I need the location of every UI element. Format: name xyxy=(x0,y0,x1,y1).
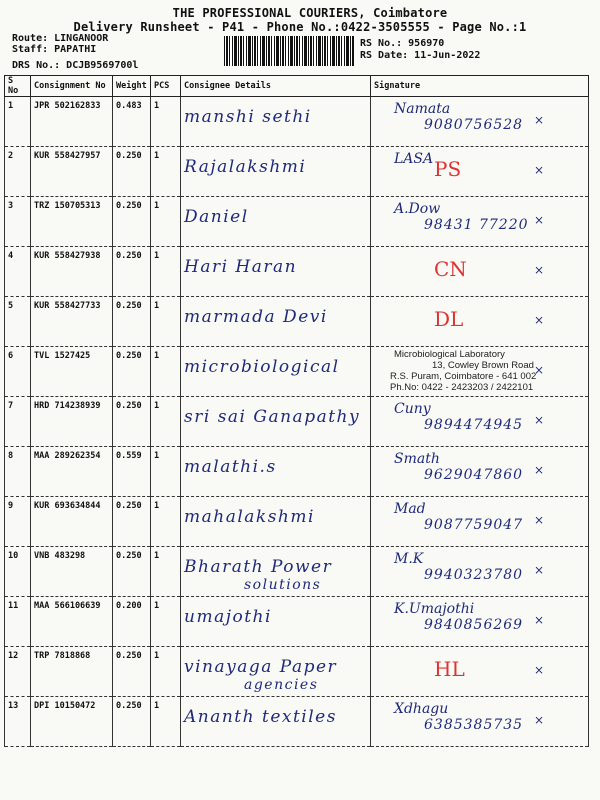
consignee-name: Bharath Power xyxy=(184,557,333,577)
consignment-number: TRP 7818868 xyxy=(31,647,113,697)
column-header: PCS xyxy=(151,76,181,97)
pcs-value: 1 xyxy=(151,197,181,247)
table-row xyxy=(5,247,589,297)
consignee-name: sri sai Ganapathy xyxy=(184,407,361,427)
tick-mark: × xyxy=(534,113,545,127)
signature-cell xyxy=(371,247,589,297)
weight-value: 0.250 xyxy=(113,547,151,597)
signature-scribble: M.K xyxy=(394,551,424,567)
signature-area xyxy=(374,501,585,541)
serial-number: 1 xyxy=(5,97,31,147)
receiver-phone: 9080756528 xyxy=(424,117,524,133)
tick-mark: × xyxy=(534,563,545,577)
receiver-phone: 9840856269 xyxy=(424,617,524,633)
weight-value: 0.250 xyxy=(113,347,151,397)
pcs-value: 1 xyxy=(151,447,181,497)
signature-cell xyxy=(371,647,589,697)
consignee-details xyxy=(181,697,371,747)
staff-label: Staff: PAPATHI xyxy=(12,44,97,55)
signature-cell xyxy=(371,497,589,547)
signature-cell xyxy=(371,597,589,647)
runsheet-table xyxy=(4,75,589,747)
consignee-name: malathi.s xyxy=(184,457,277,477)
pcs-value: 1 xyxy=(151,347,181,397)
consignment-number: DPI 10150472 xyxy=(31,697,113,747)
tick-mark: × xyxy=(534,713,545,727)
consignee-name-line2: solutions xyxy=(244,577,322,593)
stamp-line: Microbiological Laboratory xyxy=(394,349,505,360)
consignee-name: mahalakshmi xyxy=(184,507,315,527)
table-row xyxy=(5,547,589,597)
signature-scribble: K.Umajothi xyxy=(394,601,475,617)
signature-scribble: A.Dow xyxy=(394,201,441,217)
pcs-value: 1 xyxy=(151,497,181,547)
weight-value: 0.250 xyxy=(113,397,151,447)
signature-scribble: Xdhagu xyxy=(394,701,449,717)
serial-number: 10 xyxy=(5,547,31,597)
consignment-number: JPR 502162833 xyxy=(31,97,113,147)
signature-area xyxy=(374,551,585,591)
pcs-value: 1 xyxy=(151,97,181,147)
serial-number: 11 xyxy=(5,597,31,647)
signature-area xyxy=(374,151,585,191)
pcs-value: 1 xyxy=(151,297,181,347)
signature-area xyxy=(374,601,585,641)
consignee-details xyxy=(181,347,371,397)
receiver-phone: 98431 77220 xyxy=(424,217,529,233)
serial-number: 3 xyxy=(5,197,31,247)
weight-value: 0.250 xyxy=(113,247,151,297)
receiver-phone: 9629047860 xyxy=(424,467,524,483)
tick-mark: × xyxy=(534,213,545,227)
signature-cell xyxy=(371,147,589,197)
serial-number: 9 xyxy=(5,497,31,547)
signature-cell xyxy=(371,197,589,247)
pcs-value: 1 xyxy=(151,647,181,697)
table-row xyxy=(5,347,589,397)
serial-number: 5 xyxy=(5,297,31,347)
consignee-name: Rajalakshmi xyxy=(184,157,307,177)
consignee-name-line2: agencies xyxy=(244,677,319,693)
signature-area xyxy=(374,401,585,441)
consignee-name: Hari Haran xyxy=(184,257,298,277)
route-label: Route: LINGANOOR xyxy=(12,33,109,44)
consignee-name: manshi sethi xyxy=(184,107,312,127)
receiver-phone: 9940323780 xyxy=(424,567,524,583)
receiver-phone: 9894474945 xyxy=(424,417,524,433)
table-row xyxy=(5,647,589,697)
consignee-details xyxy=(181,197,371,247)
consignment-number: KUR 558427957 xyxy=(31,147,113,197)
tick-mark: × xyxy=(534,263,545,277)
signature-cell xyxy=(371,297,589,347)
signature-area xyxy=(374,301,585,341)
pcs-value: 1 xyxy=(151,697,181,747)
consignee-name: Daniel xyxy=(184,207,249,227)
table-row xyxy=(5,197,589,247)
consignee-name: microbiological xyxy=(184,357,340,377)
consignee-details xyxy=(181,97,371,147)
tick-mark: × xyxy=(534,163,545,177)
consignee-details xyxy=(181,647,371,697)
column-header: Consignment No xyxy=(31,76,113,97)
table-row xyxy=(5,147,589,197)
weight-value: 0.250 xyxy=(113,647,151,697)
signature-cell xyxy=(371,347,589,397)
signature-cell xyxy=(371,697,589,747)
consignee-details xyxy=(181,297,371,347)
signature-area xyxy=(374,351,585,391)
serial-number: 8 xyxy=(5,447,31,497)
table-row xyxy=(5,97,589,147)
rs-date: RS Date: 11-Jun-2022 xyxy=(360,50,481,61)
consignment-number: TVL 1527425 xyxy=(31,347,113,397)
delivery-mark: PS xyxy=(434,157,462,181)
consignee-details xyxy=(181,447,371,497)
weight-value: 0.250 xyxy=(113,697,151,747)
consignment-number: VNB 483298 xyxy=(31,547,113,597)
tick-mark: × xyxy=(534,463,545,477)
delivery-mark: CN xyxy=(434,257,467,281)
serial-number: 4 xyxy=(5,247,31,297)
table-row xyxy=(5,447,589,497)
tick-mark: × xyxy=(534,313,545,327)
signature-cell xyxy=(371,397,589,447)
stamp-line: Ph.No: 0422 - 2423203 / 2422101 xyxy=(390,382,534,393)
consignment-number: HRD 714238939 xyxy=(31,397,113,447)
runsheet-title: Delivery Runsheet - P41 - Phone No.:0422-3505555 - Page No.:1 xyxy=(73,20,527,34)
table-row xyxy=(5,397,589,447)
weight-value: 0.250 xyxy=(113,497,151,547)
consignee-details xyxy=(181,147,371,197)
consignee-details xyxy=(181,497,371,547)
tick-mark: × xyxy=(534,663,545,677)
weight-value: 0.250 xyxy=(113,297,151,347)
delivery-mark: HL xyxy=(434,657,465,681)
consignee-details xyxy=(181,597,371,647)
weight-value: 0.200 xyxy=(113,597,151,647)
signature-area xyxy=(374,101,585,141)
drs-number: DRS No.: DCJB9569700l xyxy=(12,60,139,71)
column-header: Signature xyxy=(371,76,589,97)
consignee-name: vinayaga Paper xyxy=(184,657,338,677)
consignee-details xyxy=(181,247,371,297)
stamp-line: 13, Cowley Brown Road xyxy=(432,360,534,371)
consignment-number: KUR 558427733 xyxy=(31,297,113,347)
consignee-name: marmada Devi xyxy=(184,307,328,327)
pcs-value: 1 xyxy=(151,547,181,597)
table-row xyxy=(5,297,589,347)
signature-cell xyxy=(371,447,589,497)
tick-mark: × xyxy=(534,363,545,377)
delivery-mark: DL xyxy=(434,307,464,331)
tick-mark: × xyxy=(534,513,545,527)
signature-area xyxy=(374,451,585,491)
signature-area xyxy=(374,201,585,241)
serial-number: 6 xyxy=(5,347,31,397)
receiver-phone: 6385385735 xyxy=(424,717,524,733)
serial-number: 13 xyxy=(5,697,31,747)
weight-value: 0.483 xyxy=(113,97,151,147)
consignment-number: KUR 693634844 xyxy=(31,497,113,547)
serial-number: 12 xyxy=(5,647,31,697)
consignee-name: Ananth textiles xyxy=(184,707,337,727)
serial-number: 7 xyxy=(5,397,31,447)
signature-area xyxy=(374,251,585,291)
receiver-phone: 9087759047 xyxy=(424,517,524,533)
tick-mark: × xyxy=(534,613,545,627)
table-row xyxy=(5,597,589,647)
weight-value: 0.250 xyxy=(113,197,151,247)
table-header-row xyxy=(5,76,589,97)
pcs-value: 1 xyxy=(151,247,181,297)
signature-scribble: Cuny xyxy=(394,401,431,417)
consignee-details xyxy=(181,547,371,597)
company-title: THE PROFESSIONAL COURIERS, Coimbatore xyxy=(172,6,448,20)
pcs-value: 1 xyxy=(151,397,181,447)
pcs-value: 1 xyxy=(151,597,181,647)
consignment-number: MAA 566106639 xyxy=(31,597,113,647)
column-header: Weight xyxy=(113,76,151,97)
barcode xyxy=(224,36,354,66)
signature-area xyxy=(374,701,585,741)
rs-number: RS No.: 956970 xyxy=(360,38,445,49)
column-header: Consignee Details xyxy=(181,76,371,97)
consignment-number: TRZ 150705313 xyxy=(31,197,113,247)
consignee-name: umajothi xyxy=(184,607,272,627)
serial-number: 2 xyxy=(5,147,31,197)
tick-mark: × xyxy=(534,413,545,427)
column-header: S No xyxy=(5,76,31,97)
signature-scribble: Namata xyxy=(394,101,451,117)
table-row xyxy=(5,497,589,547)
signature-cell xyxy=(371,97,589,147)
signature-scribble: Smath xyxy=(394,451,440,467)
signature-cell xyxy=(371,547,589,597)
pcs-value: 1 xyxy=(151,147,181,197)
stamp-line: R.S. Puram, Coimbatore - 641 002 xyxy=(390,371,537,382)
signature-area xyxy=(374,651,585,691)
consignee-details xyxy=(181,397,371,447)
consignment-number: KUR 558427938 xyxy=(31,247,113,297)
signature-scribble: Mad xyxy=(394,501,426,517)
table-row xyxy=(5,697,589,747)
weight-value: 0.559 xyxy=(113,447,151,497)
consignment-number: MAA 289262354 xyxy=(31,447,113,497)
signature-scribble: LASA xyxy=(394,151,434,167)
weight-value: 0.250 xyxy=(113,147,151,197)
